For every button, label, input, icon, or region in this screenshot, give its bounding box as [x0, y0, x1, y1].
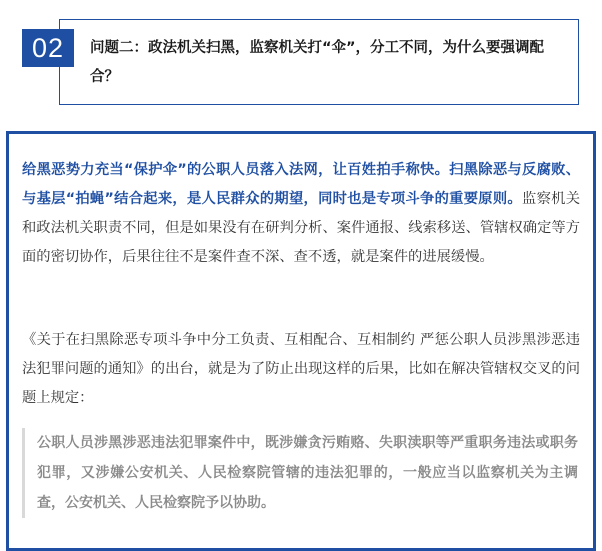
regulation-quote: [22, 428, 578, 518]
answer-highlight-text: 给黑恶势力充当“保护伞”的公职人员落入法网，让百姓拍手称快。扫黑除恶与反腐败、与基层“拍蝇”结合起来，是人民群众的期望，同时也是专项斗争的重要原则。: [22, 162, 580, 207]
question-number-badge: 02: [22, 29, 74, 67]
regulation-quote-text: 公职人员涉黑涉恶违法犯罪案件中，既涉嫌贪污贿赂、失职渎职等严重职务违法或职务犯罪，又涉嫌公安机关、人民检察院管辖的违法犯罪的，一般应当以监察机关为主调查，公安机关、人民检察院予以协助。: [37, 435, 578, 511]
answer-paragraph-1: [22, 156, 580, 272]
answer-body-text: 监察机关和政法机关职责不同，但是如果没有在研判分析、案件通报、线索移送、管辖权确定等方面的密切协作，后果往往不是案件查不深、查不透，就是案件的进展缓慢。: [22, 191, 580, 265]
question-title: 问题二：政法机关扫黑，监察机关打“伞”，分工不同，为什么要强调配合？: [90, 40, 545, 85]
answer-paragraph-2: 《关于在扫黑除恶专项斗争中分工负责、互相配合、互相制约 严惩公职人员涉黑涉恶违法犯罪问题的通知》的出台，就是为了防止出现这样的后果，比如在解决管辖权交叉的问题上规定：: [22, 332, 580, 406]
